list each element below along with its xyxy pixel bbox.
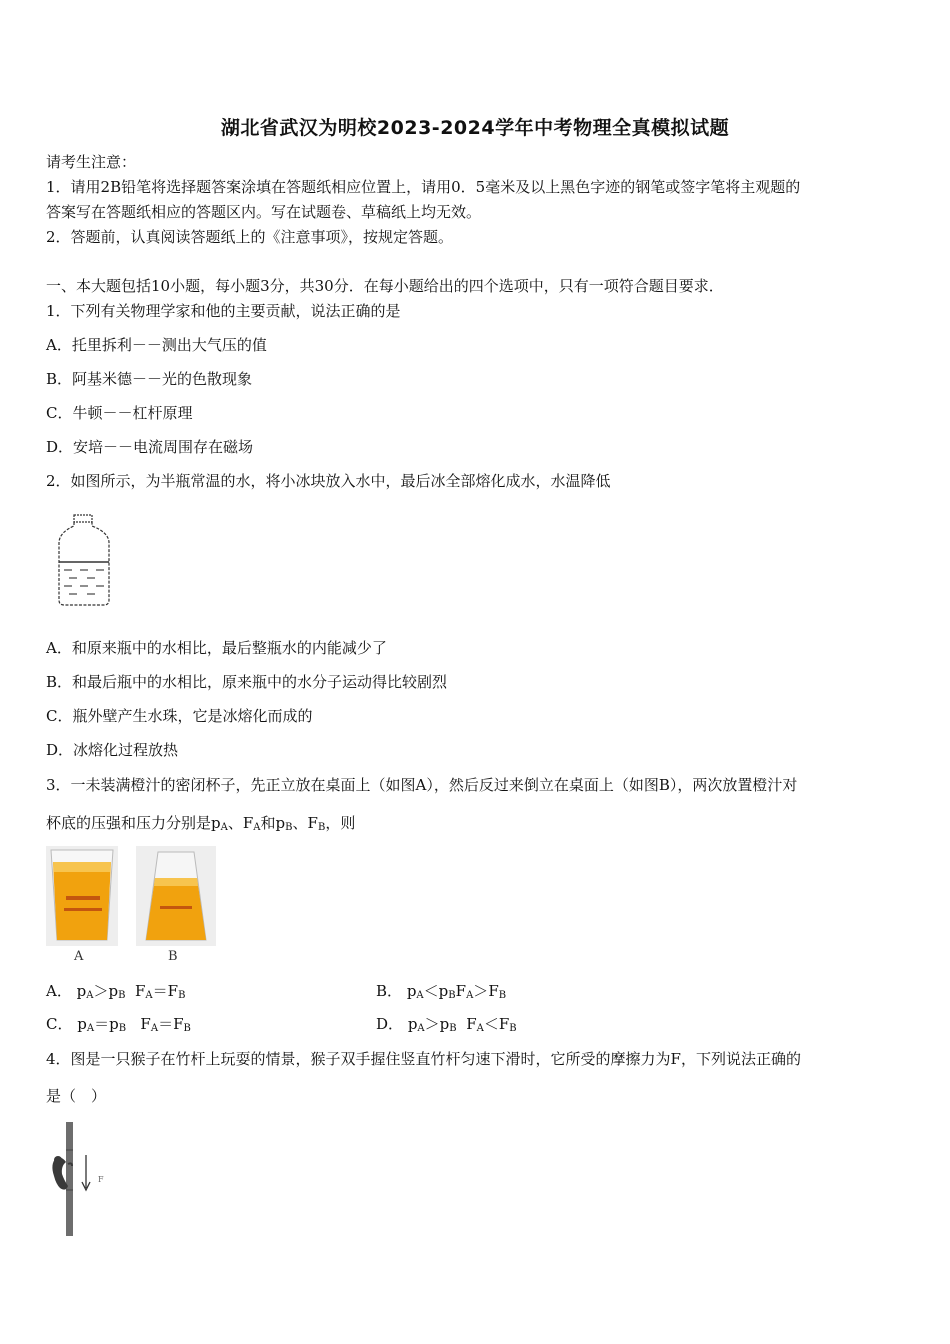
question-1-option-d: D．安培－－电流周围存在磁场 xyxy=(46,438,254,456)
friction-label: F xyxy=(98,1175,104,1184)
cup-b-label: B xyxy=(168,949,178,962)
question-3-option-c: C． $p_A=p_B$ $F_A=F_B$ xyxy=(46,1015,191,1034)
question-4-stem-line-2: 是（ ） xyxy=(46,1087,107,1105)
question-1-option-c: C．牛顿－－杠杆原理 xyxy=(46,404,193,422)
cup-upright-photo xyxy=(46,846,118,962)
question-3-stem-line-2: 杯底的压强和压力分别是$p_A$、$F_A$和$p_B$、$F_B$，则 xyxy=(46,814,356,833)
page-title: 湖北省武汉为明校2023-2024学年中考物理全真模拟试题 xyxy=(220,117,730,139)
question-2-option-d: D．冰熔化过程放热 xyxy=(46,741,179,759)
notice-item-2: 2．答题前，认真阅读答题纸上的《注意事项》，按规定答题。 xyxy=(46,228,454,246)
notice-item-1-line-1: 1．请用2B铅笔将选择题答案涂填在答题纸相应位置上，请用0．5毫米及以上黑色字迹的钢笔或签字笔将主观题的 xyxy=(46,178,801,196)
bottle-figure xyxy=(52,512,118,610)
section-1-heading: 一、本大题包括10小题，每小题3分，共30分．在每小题给出的四个选项中，只有一项符合题目要求． xyxy=(46,277,724,295)
question-2-option-a: A．和原来瓶中的水相比，最后整瓶水的内能减少了 xyxy=(46,639,387,657)
question-2-option-c: C．瓶外壁产生水珠，它是冰熔化而成的 xyxy=(46,707,313,725)
notice-heading: 请考生注意： xyxy=(46,153,137,171)
cup-a-label: A xyxy=(74,949,84,962)
question-1-stem: 1．下列有关物理学家和他的主要贡献，说法正确的是 xyxy=(46,302,401,320)
question-3-stem-line-1: 3．一未装满橙汁的密闭杯子，先正立放在桌面上（如图A），然后反过来倒立在桌面上（如图B），两次放置橙汁对 xyxy=(46,776,798,794)
notice-item-1-line-2: 答案写在答题纸相应的答题区内。写在试题卷、草稿纸上均无效。 xyxy=(46,203,482,221)
question-2-option-b: B．和最后瓶中的水相比，原来瓶中的水分子运动得比较剧烈 xyxy=(46,673,448,691)
question-2-stem: 2．如图所示，为半瓶常温的水，将小冰块放入水中，最后冰全部熔化成水，水温降低 xyxy=(46,472,611,490)
question-3-option-b: B． $p_A<p_BF_A>F_B$ xyxy=(376,982,507,1001)
question-3-option-a: A． $p_A>p_B$ $F_A=F_B$ xyxy=(46,982,186,1001)
cup-inverted-photo xyxy=(136,846,216,962)
question-1-option-b: B．阿基米德－－光的色散现象 xyxy=(46,370,253,388)
monkey-bamboo-figure xyxy=(46,1120,116,1238)
question-3-option-d: D． $p_A>p_B$ $F_A<F_B$ xyxy=(376,1015,517,1034)
question-4-stem-line-1: 4．图是一只猴子在竹杆上玩耍的情景，猴子双手握住竖直竹杆匀速下滑时，它所受的摩擦力为F，下列说法正确的 xyxy=(46,1050,801,1068)
question-1-option-a: A．托里拆利－－测出大气压的值 xyxy=(46,336,267,354)
